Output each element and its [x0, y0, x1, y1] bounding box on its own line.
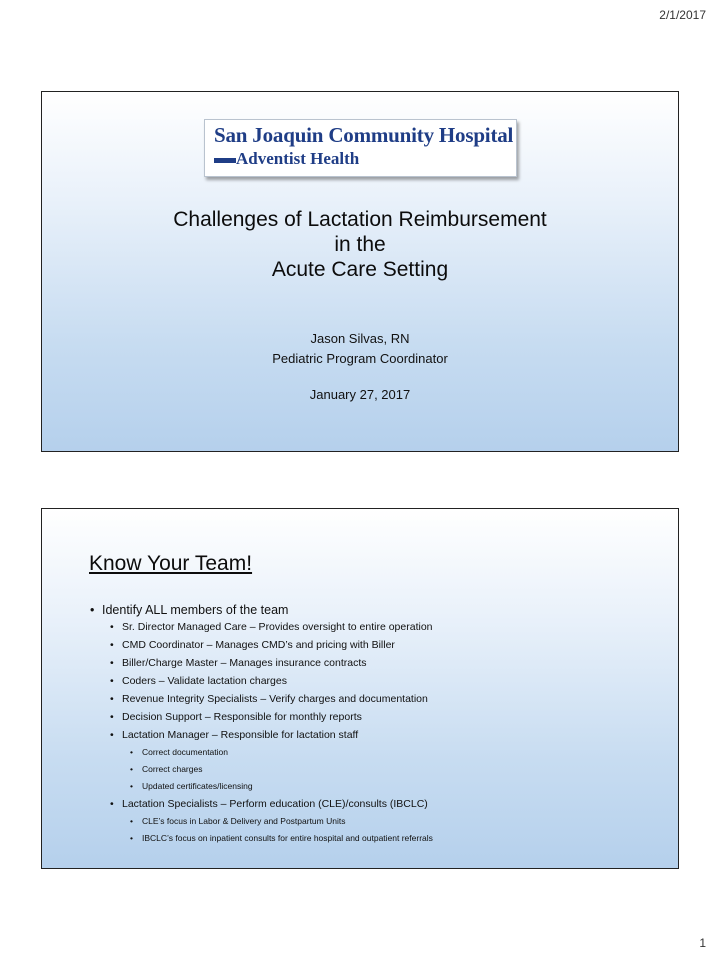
title-line: Acute Care Setting [271, 258, 449, 281]
team-member-item: • Decision Support – Responsible for monthly reports [86, 708, 668, 726]
team-member-item: • Revenue Integrity Specialists – Verify charges and documentation [86, 690, 668, 708]
team-member-item: • Lactation Manager – Responsible for lactation staff [86, 726, 668, 744]
bullet-dot: • [130, 764, 133, 774]
team-member-item: • Biller/Charge Master – Manages insurance contracts [86, 654, 668, 672]
logo-dash-mark [214, 158, 236, 163]
presenter-info [42, 329, 678, 369]
bullet-dot: • [110, 657, 114, 669]
presenter-role: Pediatric Program Coordinator [272, 351, 448, 366]
title-line: Challenges of Lactation Reimbursement [173, 208, 547, 231]
bullet-list [86, 602, 668, 847]
title-line: in the [334, 233, 386, 256]
bullet-dot: • [110, 639, 114, 651]
manager-duty-item: • Correct documentation [86, 744, 668, 761]
manager-duty-item: • Updated certificates/licensing [86, 778, 668, 795]
bullet-dot: • [110, 798, 114, 810]
page-date: 2/1/2017 [659, 8, 706, 22]
bullet-dot: • [110, 729, 114, 741]
bullet-dot: • [110, 711, 114, 723]
slide-title [42, 207, 678, 282]
bullet-dot: • [110, 621, 114, 633]
team-member-item: • CMD Coordinator – Manages CMD’s and pricing with Biller [86, 636, 668, 654]
presentation-date: January 27, 2017 [309, 387, 411, 402]
bullet-dot: • [110, 693, 114, 705]
bullet-dot: • [90, 603, 95, 617]
page-number: 1 [699, 936, 706, 950]
team-member-item: • Coders – Validate lactation charges [86, 672, 668, 690]
specialist-note-item: • IBCLC’s focus on inpatient consults for entire hospital and outpatient referrals [86, 830, 668, 847]
bullet-item: • Identify ALL members of the team [90, 603, 289, 617]
bullet-dot: • [110, 675, 114, 687]
bullet-dot: • [130, 816, 133, 826]
logo-adventist-health: Adventist Health [236, 149, 360, 168]
bullet-dot: • [130, 833, 133, 843]
team-member-item: • Sr. Director Managed Care – Provides oversight to entire operation [86, 618, 668, 636]
presenter-name: Jason Silvas, RN [310, 331, 410, 346]
bullet-dot: • [130, 781, 133, 791]
bullet-dot: • [130, 747, 133, 757]
specialist-note-item: • CLE’s focus in Labor & Delivery and Postpartum Units [86, 813, 668, 830]
title-slide [41, 91, 679, 452]
logo-hospital-name: San Joaquin Community Hospital [214, 123, 514, 147]
hospital-logo [204, 119, 517, 177]
slide-heading: Know Your Team! [89, 552, 253, 575]
team-slide [41, 508, 679, 869]
team-member-item: • Lactation Specialists – Perform education (CLE)/consults (IBCLC) [86, 795, 668, 813]
manager-duty-item: • Correct charges [86, 761, 668, 778]
